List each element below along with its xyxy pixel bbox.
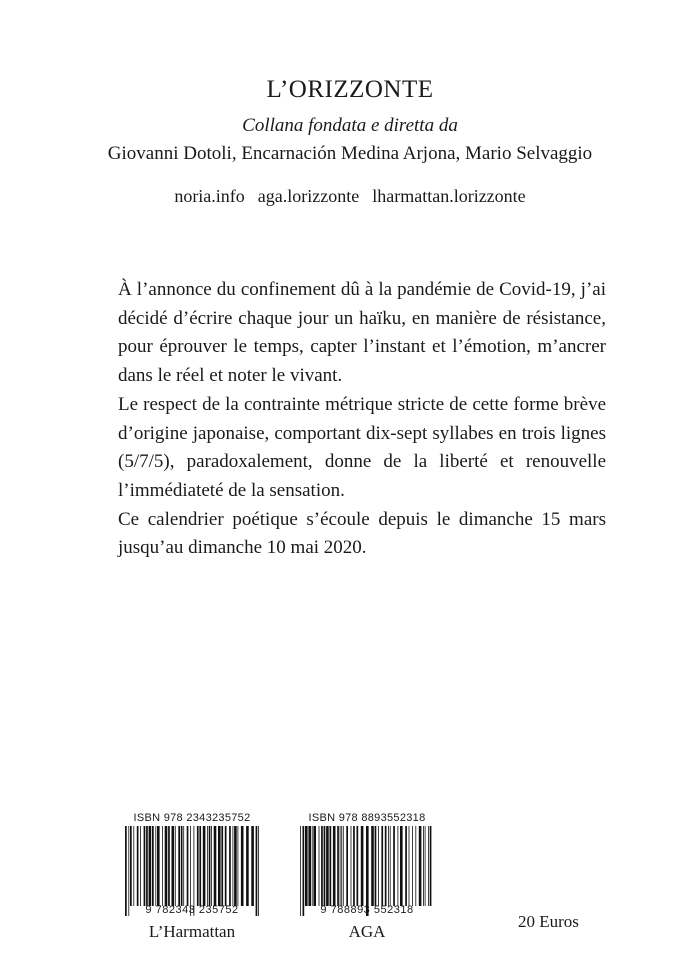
series-editors: Giovanni Dotoli, Encarnación Medina Arjona, Mario Selvaggio	[107, 143, 593, 164]
back-cover-blurb	[118, 276, 606, 563]
barcode-digits: 9 782343 235752	[145, 904, 239, 916]
price: 20 Euros	[518, 912, 579, 931]
publisher-name: L’Harmattan	[148, 922, 236, 941]
blurb-paragraph: Ce calendrier poétique s’écoule depuis le dimanche 15 mars jusqu’au dimanche 10 mai 2020.	[118, 508, 606, 559]
series-title: L’ORIZZONTE	[266, 76, 434, 103]
barcode-harmattan	[117, 810, 267, 942]
barcode-bars-icon	[117, 826, 267, 916]
publisher-name: AGA	[348, 922, 386, 941]
barcode-aga	[292, 810, 442, 942]
series-subtitle: Collana fondata e diretta da	[242, 115, 458, 136]
barcode-digits: 9 788893 552318	[320, 904, 414, 916]
isbn-label: ISBN 978 8893552318	[308, 812, 426, 824]
series-links: noria.info aga.lorizzonte lharmattan.lorizzonte	[174, 186, 526, 206]
isbn-label: ISBN 978 2343235752	[133, 812, 251, 824]
barcode-bars-icon	[292, 826, 442, 916]
series-header	[0, 74, 700, 210]
blurb-paragraph: Le respect de la contrainte métrique stricte de cette forme brève d’origine japonaise, comportant dix-sept syllabes en trois lignes (5/7/5), paradoxalement, donne de la liberté et renouvelle l’immédiateté de la sensation.	[118, 393, 606, 501]
blurb-paragraph: À l’annonce du confinement dû à la pandémie de Covid-19, j’ai décidé d’écrire chaque jour un haïku, en manière de résistance, pour éprouver le temps, capter l’instant et l’émotion, m’ancrer dans le réel et noter le vivant.	[118, 279, 606, 387]
